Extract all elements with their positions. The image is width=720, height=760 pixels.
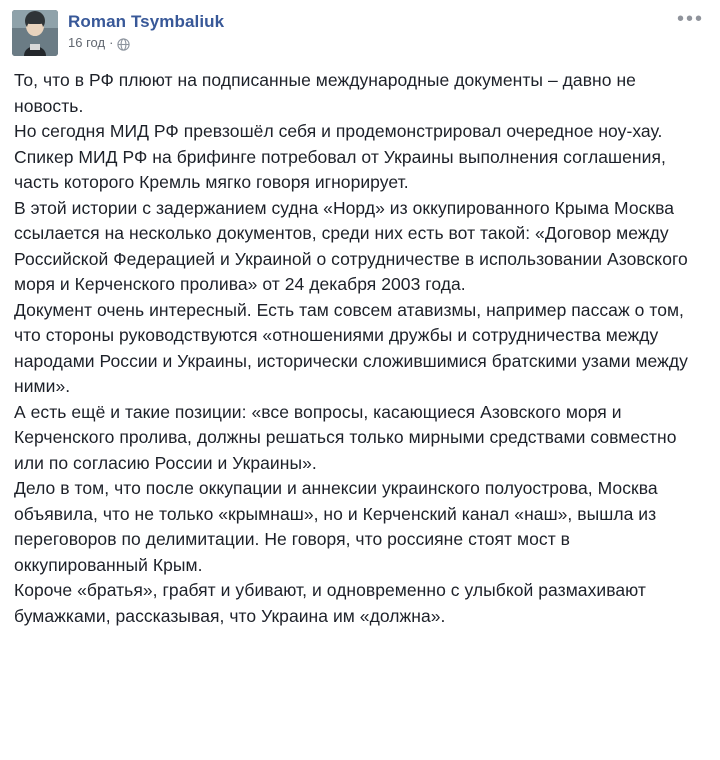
post-header-text [68, 10, 224, 50]
post-paragraph: В этой истории с задержанием судна «Норд» из оккупированного Крыма Москва ссылается на несколько документов, среди них есть вот такой: «Договор между Российской Федерацией и Украиной о сотрудничестве в использовании Азовского моря и Керченского пролива» от 24 декабря 2003 года. [14, 197, 688, 294]
post-header [0, 0, 720, 62]
post-paragraph: То, что в РФ плюют на подписанные международные документы – давно не новость. [14, 70, 636, 116]
meta-separator: · [109, 35, 114, 50]
avatar-image [12, 10, 58, 56]
author-name[interactable]: Roman Tsymbaliuk [68, 12, 225, 31]
post-bottom-spacer [0, 629, 720, 663]
post-timestamp[interactable]: 16 год [68, 35, 106, 50]
post-paragraph: Но сегодня МИД РФ превзошёл себя и продемонстрировал очередное ноу-хау. Спикер МИД РФ на брифинге потребовал от Украины выполнения соглашения, часть которого Кремль мягко говоря игнорирует. [14, 121, 666, 192]
post-paragraph: Короче «братья», грабят и убивают, и одновременно с улыбкой размахивают бумажками, рассказывая, что Украина им «должна». [14, 580, 646, 626]
post-paragraph: Документ очень интересный. Есть там совсем атавизмы, например пассаж о том, что стороны руководствуются «отношениями дружбы и сотрудничества между народами России и Украины, исторически сложившимися братскими узами между ними». [14, 299, 688, 396]
post-paragraph: А есть ещё и такие позиции: «все вопросы, касающиеся Азовского моря и Керченского пролива, должны решаться только мирными средствами совместно или по согласию России и Украины». [14, 401, 677, 473]
globe-icon[interactable] [117, 38, 130, 51]
post-message [0, 62, 720, 629]
post-paragraph: Дело в том, что после оккупации и аннексии украинского полуострова, Москва объявила, что не только «крымнаш», но и Керченский канал «наш», вышла из переговоров по делимитации. Не говоря, что россияне стоят мост в оккупированный Крым. [14, 478, 658, 575]
post-meta [68, 35, 224, 50]
more-options-icon[interactable]: ••• [676, 8, 704, 30]
avatar[interactable] [12, 10, 58, 56]
